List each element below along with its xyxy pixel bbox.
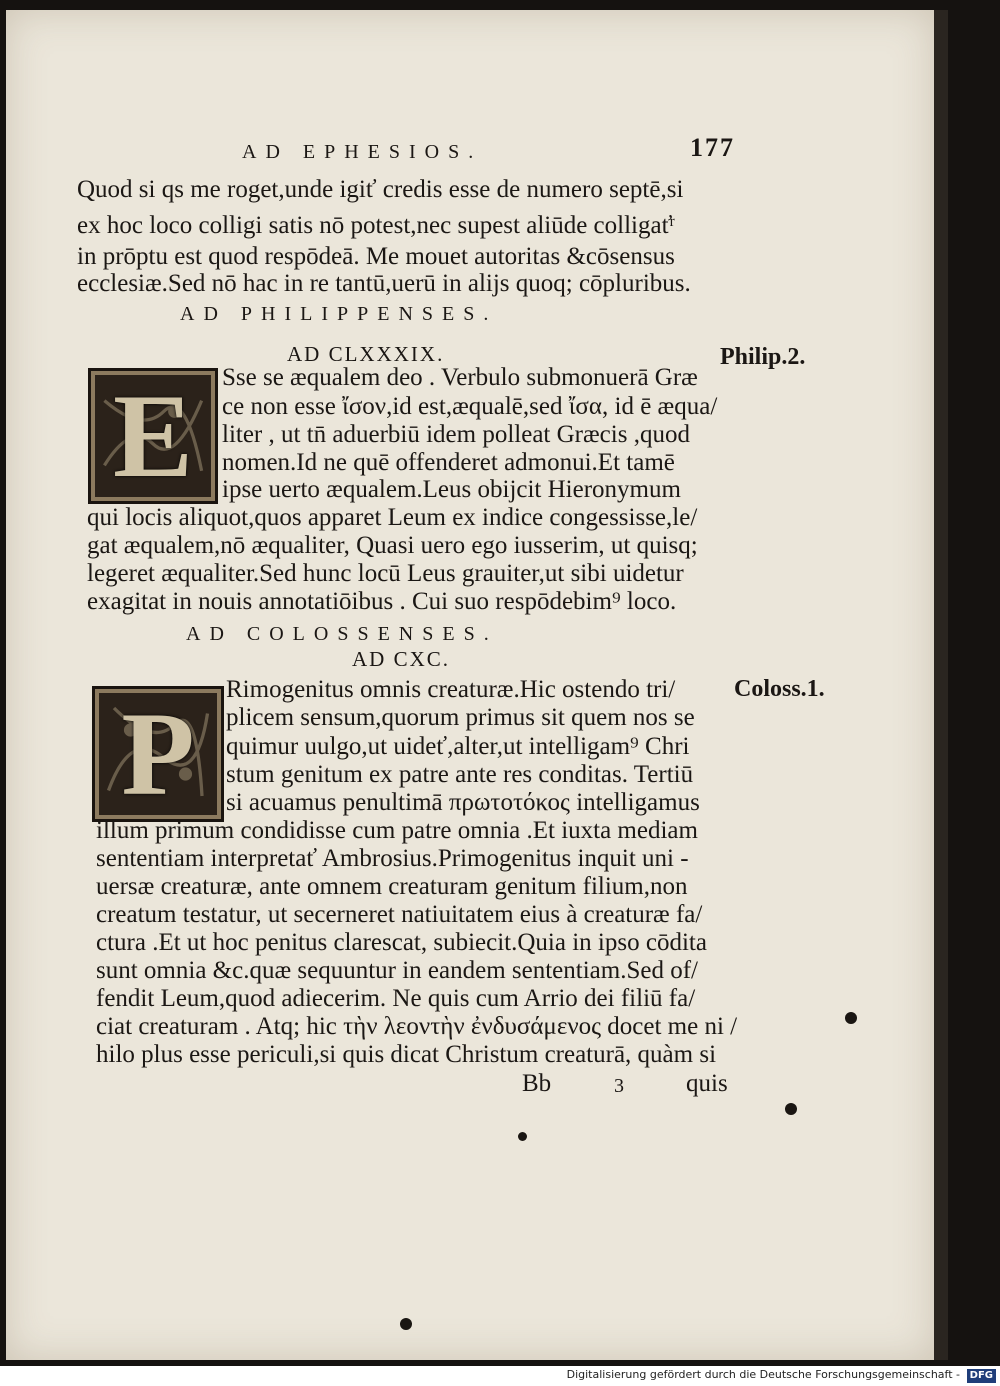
section-subheading: AD CLXXXIX. [287, 342, 445, 366]
initial-letter: P [121, 687, 195, 820]
text-line: exagitat in nouis annotatiōibus . Cui suo respōdebim⁹ loco. [87, 588, 677, 615]
section-subheading: AD CXC. [352, 647, 451, 671]
ink-speck [845, 1012, 857, 1024]
margin-note-coloss: Coloss.1. [734, 676, 825, 702]
text-line: sententiam interpretať Ambrosius.Primogenitus inquit uni - [96, 845, 689, 872]
catchword: quis [686, 1070, 728, 1097]
running-title: AD EPHESIOS. [242, 141, 483, 163]
text-line: fendit Leum,quod adiecerim. Ne quis cum Arrio dei filiū fa/ [96, 985, 696, 1012]
text-line: quimur uulgo,ut uideť,alter,ut intelligam⁹ Chri [226, 733, 690, 760]
text-line: nomen.Id ne quē offenderet admonui.Et tamē [222, 449, 675, 476]
decorated-initial-p [92, 686, 224, 822]
ink-speck [400, 1318, 412, 1330]
ink-speck [518, 1132, 527, 1141]
text-line: ipse uerto æqualem.Leus obijcit Hieronymum [222, 476, 681, 503]
text-line: ctura .Et ut hoc penitus clarescat, subiecit.Quia in ipso cōdita [96, 929, 707, 956]
footer-credit: Digitalisierung gefördert durch die Deutsche Forschungsgemeinschaft - [566, 1368, 960, 1381]
text-line: gat æqualem,nō æqualiter, Quasi uero ego iusserim, ut quisq; [87, 532, 698, 559]
text-line: plicem sensum,quorum primus sit quem nos se [226, 704, 695, 731]
text-line: creatum testatur, ut secerneret natiuitatem eius à creaturæ fa/ [96, 901, 703, 928]
initial-letter: E [112, 369, 194, 502]
text-line: Sse se æqualem deo . Verbulo submonuerā Græ [222, 364, 698, 391]
text-line: legeret æqualiter.Sed hunc locū Leus grauiter,ut sibi uidetur [87, 560, 684, 587]
text-line: ecclesiæ.Sed nō hac in re tantū,uerū in alijs quoq; cōpluribus. [77, 270, 691, 297]
text-line: liter , ut tn̄ aduerbiū idem polleat Græcis ,quod [222, 421, 690, 448]
text-line: si acuamus penultimā πρωτοτόκος intelligamus [226, 789, 700, 816]
decorated-initial-e [88, 368, 218, 504]
page-number: 177 [690, 133, 735, 162]
section-heading-colossenses: AD COLOSSENSES. [186, 623, 498, 645]
section-heading-philippenses: AD PHILIPPENSES. [180, 303, 498, 325]
digitization-footer [0, 1366, 1000, 1386]
text-line: Quod si qs me roget,unde igiť credis esse de numero septē,si [77, 176, 684, 203]
text-line: ciat creaturam . Atq; hic τὴν λεοντὴν ἐνδυσάμενος docet me ni / [96, 1013, 738, 1040]
dfg-logo: DFG [967, 1369, 996, 1383]
text-line: in prōptu est quod respōdeā. Me mouet autoritas &cōsensus [77, 243, 675, 270]
ink-speck [785, 1103, 797, 1115]
text-line: illum primum condidisse cum patre omnia .Et iuxta mediam [96, 817, 698, 844]
text-line: qui locis aliquot,quos apparet Leum ex indice congessisse,le/ [87, 504, 698, 531]
text-line: hilo plus esse periculi,si quis dicat Christum creaturā, quàm si [96, 1041, 717, 1068]
signature-number: 3 [614, 1075, 624, 1097]
text-line: Rimogenitus omnis creaturæ.Hic ostendo tri/ [226, 676, 676, 703]
text-line: uersæ creaturæ, ante omnem creaturam genitum filium,non [96, 873, 688, 900]
text-line: ex hoc loco colligi satis nō potest,nec supest aliūde colligaťͬ [77, 212, 673, 239]
margin-note-philip: Philip.2. [720, 344, 806, 370]
page-edge [934, 10, 948, 1360]
signature-mark: Bb [522, 1070, 552, 1097]
text-line: stum genitum ex patre ante res conditas. Tertiū [226, 761, 694, 788]
text-line: sunt omnia &c.quæ sequuntur in eandem sententiam.Sed of/ [96, 957, 698, 984]
text-line: ce non esse ἴσον,id est,æqualē,sed ἴσα, id ē æqua/ [222, 393, 718, 420]
